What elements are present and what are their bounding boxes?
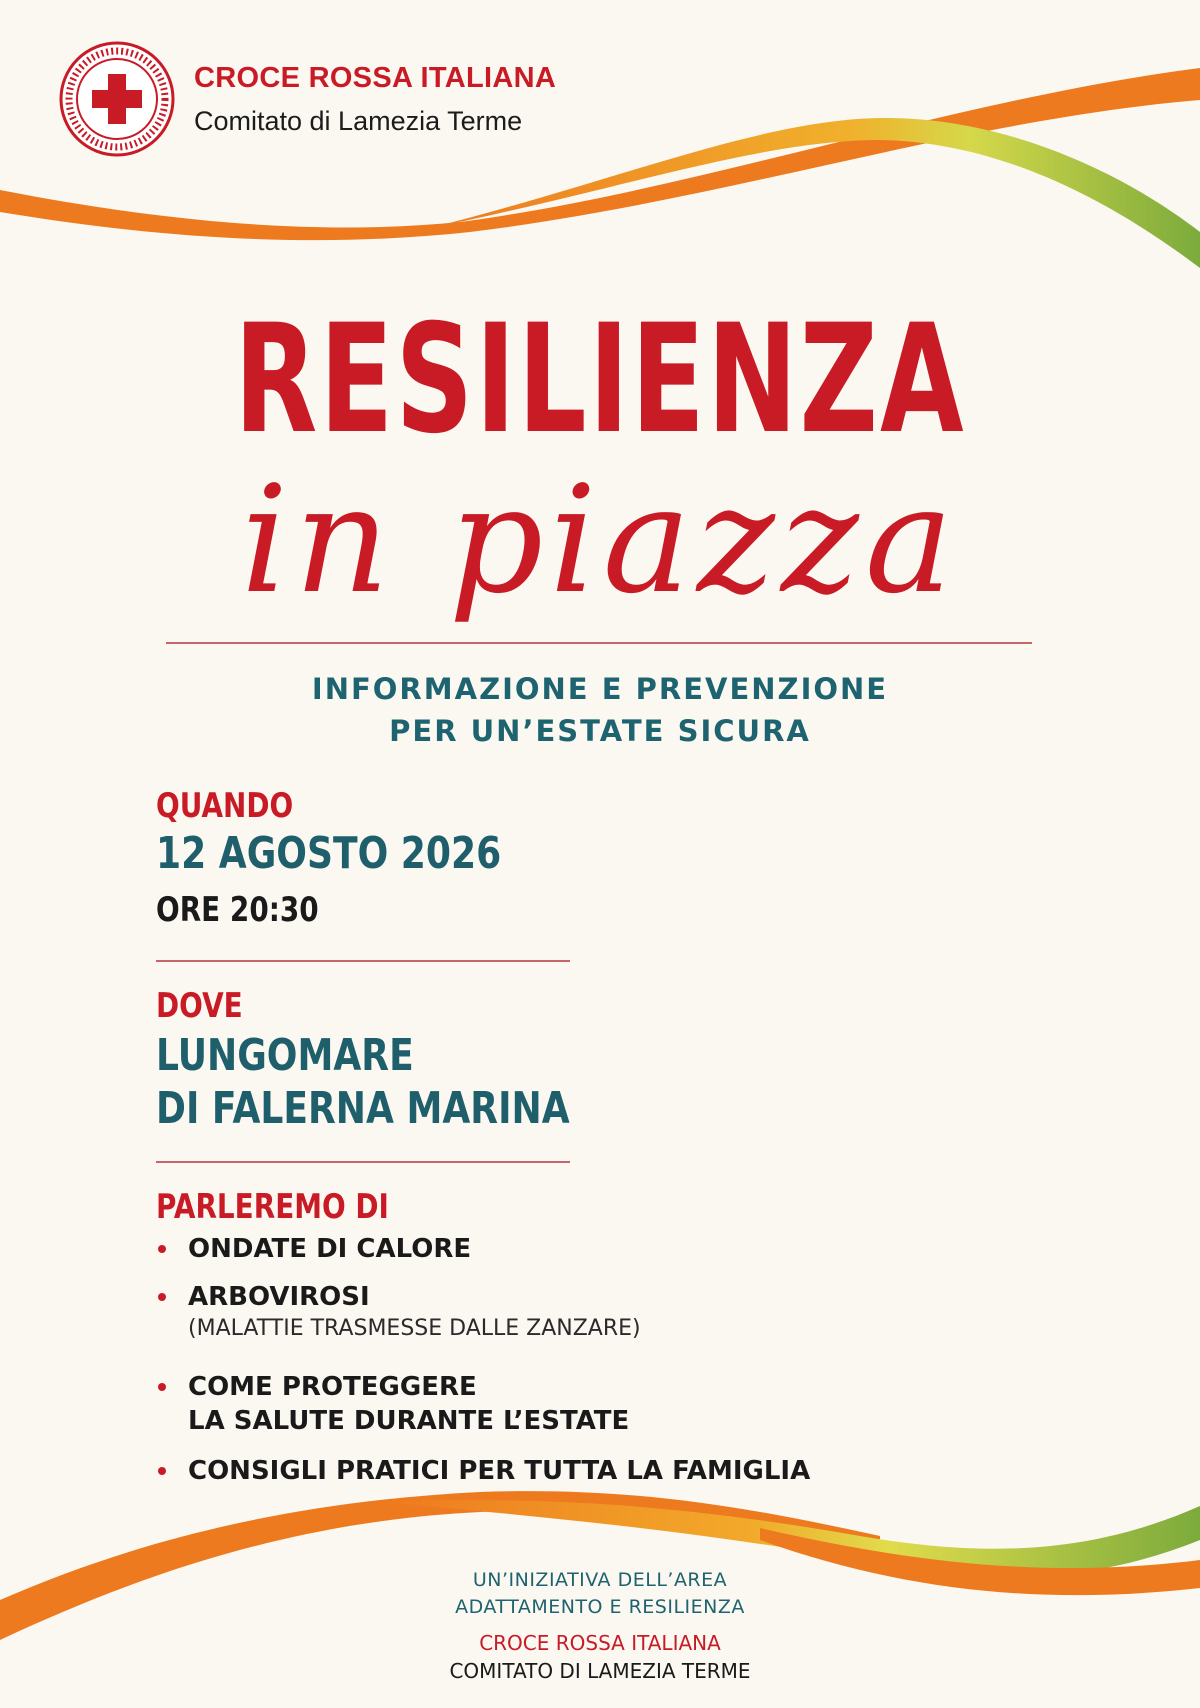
- when-date: 12 AGOSTO 2026: [156, 828, 502, 879]
- topics-label: PARLEREMO DI: [156, 1187, 389, 1227]
- footer-initiative: UN’INIZIATIVA DELL’AREA: [472, 1569, 728, 1591]
- list-item: [156, 1280, 641, 1344]
- topic-text: ARBOVIROSI: [188, 1282, 370, 1312]
- topic-text: CONSIGLI PRATICI PER TUTTA LA FAMIGLIA: [188, 1456, 811, 1486]
- top-swoosh-decoration: [0, 0, 1200, 320]
- list-item: [156, 1370, 629, 1438]
- org-committee: Comitato di Lamezia Terme: [194, 106, 523, 136]
- where-line-2: DI FALERNA MARINA: [156, 1083, 570, 1134]
- list-item: [156, 1232, 471, 1266]
- bullet-icon: [158, 1293, 166, 1301]
- topic-text-continued: LA SALUTE DURANTE L’ESTATE: [188, 1406, 630, 1436]
- where-label: DOVE: [156, 986, 243, 1026]
- org-name: CROCE ROSSA ITALIANA: [194, 62, 557, 94]
- bullet-icon: [158, 1383, 166, 1391]
- title-divider: [166, 642, 1032, 644]
- title-script: in piazza: [240, 454, 960, 626]
- footer-area: ADATTAMENTO E RESILIENZA: [455, 1596, 745, 1618]
- list-item: [156, 1454, 810, 1488]
- topic-text: COME PROTEGGERE: [188, 1372, 477, 1402]
- topic-text: ONDATE DI CALORE: [188, 1234, 472, 1264]
- topic-note: (MALATTIE TRASMESSE DALLE ZANZARE): [188, 1316, 641, 1341]
- when-label: QUANDO: [156, 786, 294, 826]
- footer-org: CROCE ROSSA ITALIANA: [479, 1631, 721, 1655]
- bullet-icon: [158, 1245, 166, 1253]
- tagline-line-2: PER UN’ESTATE SICURA: [389, 714, 811, 748]
- title-main: RESILIENZA: [234, 293, 966, 467]
- where-line-1: LUNGOMARE: [156, 1030, 414, 1081]
- when-time: ORE 20:30: [156, 890, 319, 930]
- section-divider: [156, 960, 570, 962]
- section-divider: [156, 1161, 570, 1163]
- footer-committee: COMITATO DI LAMEZIA TERME: [449, 1659, 751, 1683]
- tagline-line-1: INFORMAZIONE E PREVENZIONE: [311, 672, 889, 706]
- bullet-icon: [158, 1467, 166, 1475]
- red-cross-emblem-icon: [58, 40, 176, 158]
